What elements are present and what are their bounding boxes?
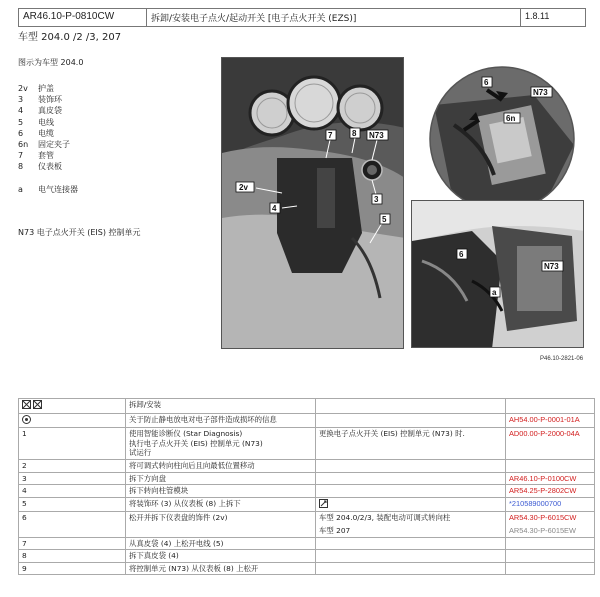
special-tool-icon [319, 499, 328, 508]
table-row [19, 562, 595, 575]
detail-label-6-bottom: 6 [459, 250, 464, 259]
photo-label-8: 8 [352, 129, 357, 138]
table-cell [316, 550, 506, 563]
detail-label-n73-bottom: N73 [544, 262, 559, 271]
table-row [19, 512, 595, 537]
table-row [19, 537, 595, 550]
table-cell [316, 497, 506, 512]
table-row [19, 399, 595, 414]
table-cell [506, 399, 595, 414]
table-row [19, 413, 595, 428]
model-line: 车型 204.0 /2 /3, 207 [18, 32, 122, 43]
table-cell [506, 537, 595, 550]
photo-dashboard [221, 57, 404, 349]
reference-link[interactable]: AH54.00-P-0001-01A [509, 414, 580, 424]
detail-label-a: a [492, 288, 497, 297]
table-row [19, 497, 595, 512]
document-header [18, 8, 586, 27]
table-cell[interactable] [506, 512, 595, 537]
table-cell: 3 [19, 472, 126, 485]
legend-item: 5 电线 [18, 117, 54, 127]
table-cell: 9 [19, 562, 126, 575]
detail-bottom-photo-image [412, 201, 584, 348]
reference-link[interactable]: AR54.30-P-6015CW [509, 513, 577, 523]
detail-top-photo-image [424, 65, 581, 213]
reference-link[interactable]: AR54.25-P-2802CW [509, 486, 577, 496]
legend-item: 2v 护盖 [18, 84, 54, 93]
reference-link[interactable]: AD00.00-P-2000-04A [509, 429, 580, 439]
table-cell: 从真皮袋 (4) 上松开电线 (5) [126, 537, 316, 550]
legend-item-a: a 电气连接器 [18, 184, 78, 194]
document-code: AR46.10-P-0810CW [19, 9, 147, 26]
image-caption: P46.10-2821-06 [540, 356, 584, 362]
table-cell [316, 399, 506, 414]
table-cell: 1 [19, 428, 126, 460]
legend-item: 8 仪表板 [18, 162, 62, 172]
legend-item: 4 真皮袋 [18, 106, 62, 116]
table-cell: 使用智能诊断仪 (Star Diagnosis) 执行电子点火开关 (EIS) 控制单元 (N73) 试运行 [126, 428, 316, 460]
legend [18, 83, 78, 195]
table-cell [316, 485, 506, 498]
detail-label-6: 6 [484, 78, 489, 87]
illustration-note: 图示为车型 204.0 [18, 58, 84, 67]
table-cell: 5 [19, 497, 126, 512]
table-cell: 拆卸/安装 [126, 399, 316, 414]
table-cell: 将控制单元 (N73) 从仪表板 (8) 上松开 [126, 562, 316, 575]
table-cell: 拆下真皮袋 (4) [126, 550, 316, 563]
photo-label-3: 3 [374, 195, 379, 204]
table-cell: 拆下转向柱管模块 [126, 485, 316, 498]
table-cell: 7 [19, 537, 126, 550]
table-row [19, 472, 595, 485]
table-cell [316, 413, 506, 428]
table-row [19, 428, 595, 460]
table-cell: 6 [19, 512, 126, 537]
photo-label-4: 4 [272, 204, 277, 213]
photo-label-2v: 2v [239, 183, 248, 192]
table-cell: 松开并拆下仪表盘的饰件 (2v) [126, 512, 316, 537]
reference-link[interactable]: AR46.10-P-0100CW [509, 473, 577, 483]
table-cell [506, 550, 595, 563]
table-cell: 4 [19, 485, 126, 498]
table-cell: 关于防止静电放电对电子部件造成损坏的信息 [126, 413, 316, 428]
legend-item: 6n 固定夹子 [18, 140, 70, 150]
table-row [19, 550, 595, 563]
document-version: 1.8.11 [525, 11, 550, 21]
table-cell [316, 459, 506, 472]
table-cell[interactable] [506, 472, 595, 485]
table-cell: 8 [19, 550, 126, 563]
table-cell[interactable] [506, 485, 595, 498]
tool-reference-link[interactable]: *210589000700 [509, 498, 562, 508]
table-cell [506, 562, 595, 575]
table-cell: 更换电子点火开关 (EIS) 控制单元 (N73) 时. [316, 428, 506, 460]
photo-label-7: 7 [328, 131, 333, 140]
photo-label-5: 5 [382, 215, 387, 224]
info-icon [22, 415, 31, 424]
dashboard-photo-image [222, 58, 404, 349]
table-cell: 拆下方向盘 [126, 472, 316, 485]
document-title: 拆卸/安装电子点火/起动开关 [电子点火开关 (EZS)] [147, 9, 521, 26]
table-cell [19, 413, 126, 428]
photo-detail-top [424, 65, 581, 213]
table-cell: 将可调式转向柱向后且向最低位置移动 [126, 459, 316, 472]
photo-detail-bottom [411, 200, 584, 348]
table-cell[interactable] [506, 428, 595, 460]
remove-install-icon [22, 400, 42, 409]
reference-link[interactable]: AR54.30-P-6015EW [509, 525, 576, 535]
legend-item: 6 电缆 [18, 128, 54, 138]
table-row [19, 485, 595, 498]
legend-item: 3 装饰环 [18, 95, 62, 105]
table-cell: 将装饰环 (3) 从仪表板 (8) 上拆下 [126, 497, 316, 512]
detail-label-n73: N73 [533, 88, 548, 97]
table-cell [316, 537, 506, 550]
table-row [19, 459, 595, 472]
legend-item: 7 套管 [18, 151, 54, 161]
table-cell [316, 472, 506, 485]
table-cell[interactable] [506, 413, 595, 428]
steps-table [18, 398, 595, 575]
table-cell [506, 459, 595, 472]
table-cell [316, 512, 506, 537]
photo-label-n73: N73 [369, 131, 384, 140]
note-line: 车型 204.0/2/3, 装配电动可调式转向柱 [319, 513, 451, 523]
table-cell [316, 562, 506, 575]
table-cell: 2 [19, 459, 126, 472]
legend-item-n73: N73 电子点火开关 (EIS) 控制单元 [18, 228, 141, 237]
table-cell [19, 399, 126, 414]
detail-label-6n: 6n [506, 114, 516, 123]
note-line: 车型 207 [319, 525, 351, 535]
table-cell[interactable] [506, 497, 595, 512]
